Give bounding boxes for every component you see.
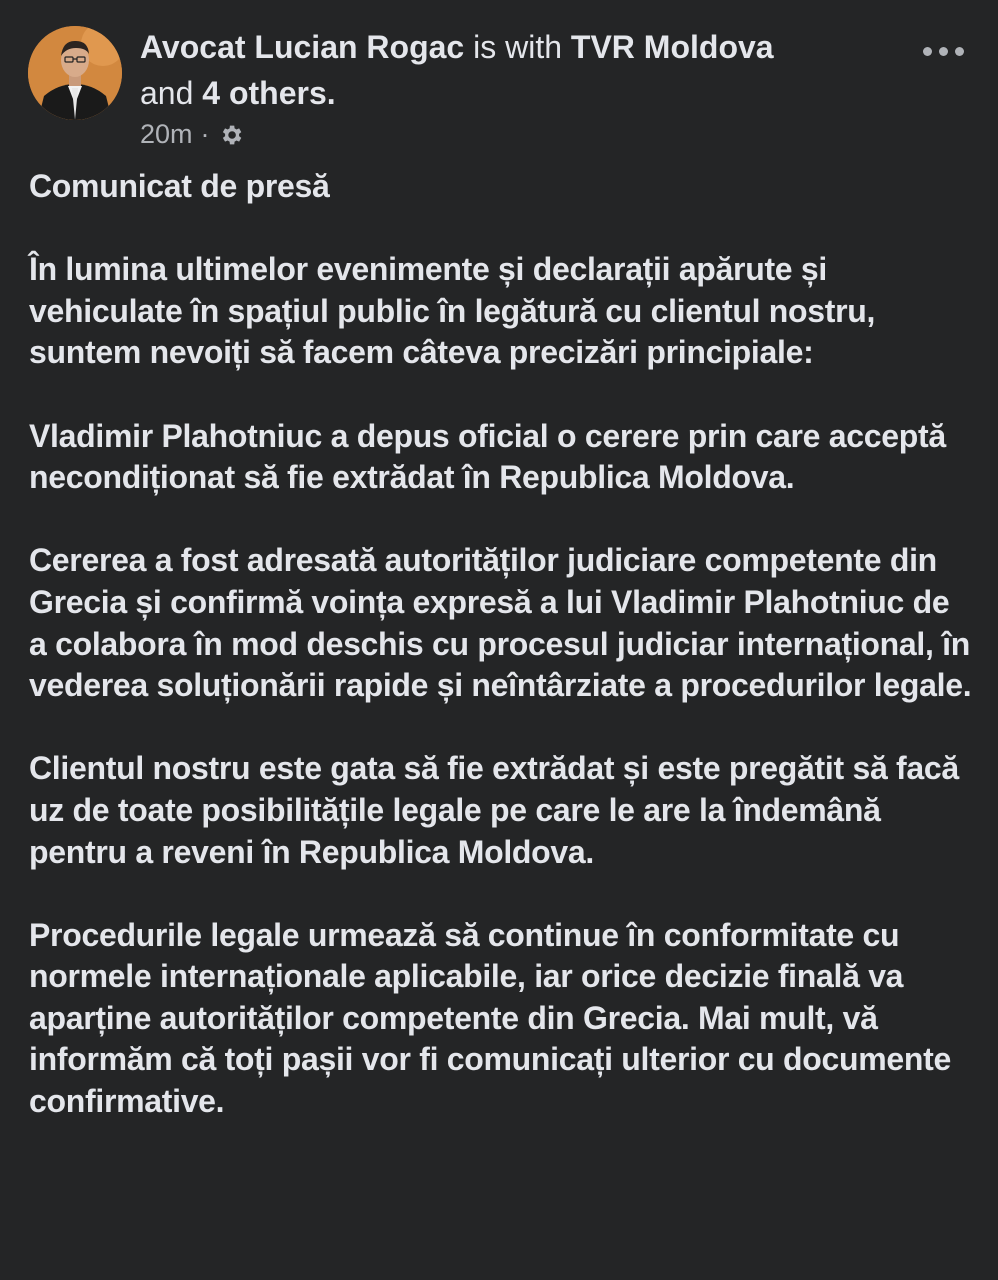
meta-separator: · [200,119,210,149]
timestamp-link[interactable]: 20m [140,119,193,149]
post-paragraph: Clientul nostru este gata să fie extrădat și este pregătit să facă uz de toate posibilitățile legale pe care le are la îndemână pentru a reveni în Republica Moldova. [29,750,959,870]
tagged-page-link[interactable]: TVR Moldova [570,29,774,65]
others-link[interactable] [202,75,335,111]
post-paragraph: Cererea a fost adresată autorităților judiciare competente din Grecia și confirmă voința expresă a lui Vladimir Plahotniuc de a colabora în mod deschis cu procesul judiciar internațional, în vederea soluționării rapide și neîntârziate a procedurilor legale. [29,542,972,704]
post-paragraph: Procedurile legale urmează să continue în conformitate cu normele internaționale aplicabile, iar orice decizie finală va aparține autorităților competente din Grecia. Mai mult, vă informăm că toți pașii vor fi comunicați ulterior cu documente confirmative. [29,916,952,1120]
post-author-line [140,24,900,116]
and-text: and [140,75,194,111]
avatar-image [28,26,122,120]
avatar[interactable] [28,26,122,120]
more-dots-icon [923,47,932,56]
post-meta [140,116,244,152]
more-dots-icon [955,47,964,56]
post-paragraph: În lumina ultimelor evenimente și declarații apărute și vehiculate în spațiul public în legătură cu clientul nostru, suntem nevoiți să facem câteva precizări principiale: [29,251,876,371]
post-body [29,166,974,1164]
period: . [326,75,336,111]
with-text: is with [473,29,563,65]
post-header [28,24,970,154]
others-count: 4 others [202,75,327,111]
press-release-title: Comunicat de presă [29,168,330,204]
more-options-button[interactable] [916,36,970,66]
gear-icon[interactable] [218,121,244,147]
author-name-link[interactable]: Avocat Lucian Rogac [140,29,465,65]
more-dots-icon [939,47,948,56]
post-paragraph: Vladimir Plahotniuc a depus oficial o cerere prin care acceptă necondiționat să fie extrădat în Republica Moldova. [29,417,946,496]
